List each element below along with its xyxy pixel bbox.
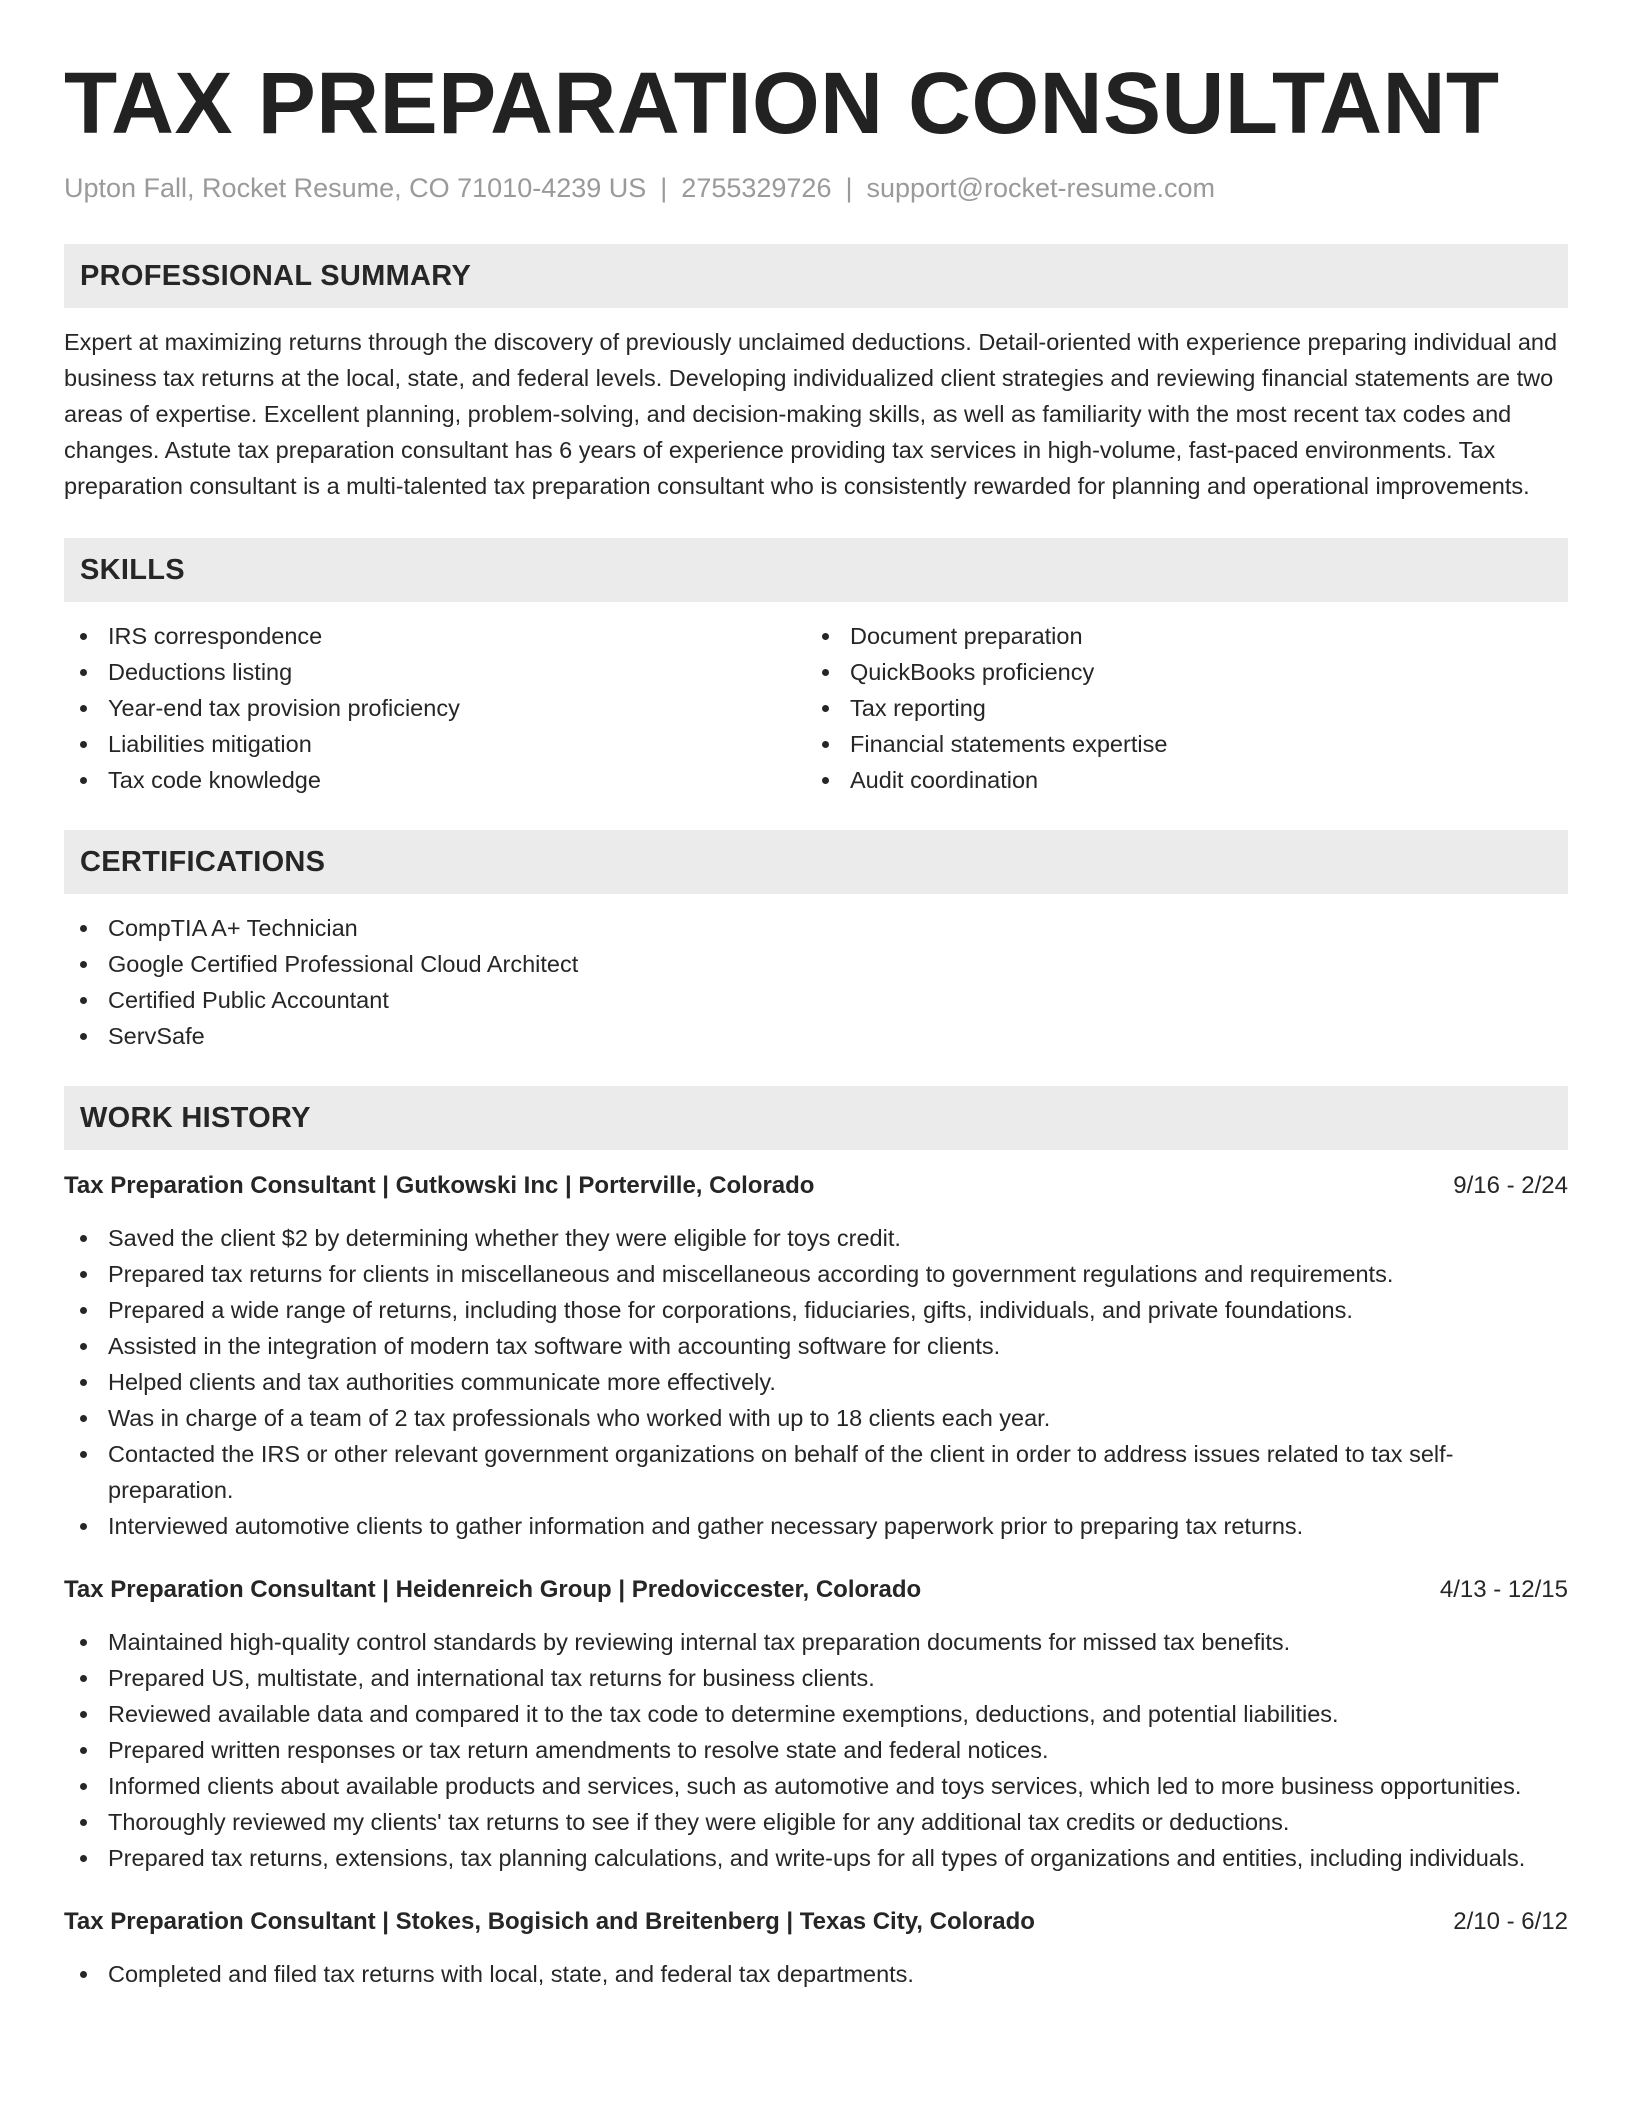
job-bullet: Prepared tax returns for clients in miscellaneous and miscellaneous according to government regulations and requirements. bbox=[64, 1256, 1568, 1292]
contact-line bbox=[64, 172, 1568, 204]
job-dates: 4/13 - 12/15 bbox=[1439, 1576, 1568, 1603]
skills-list-left bbox=[64, 618, 806, 798]
job-header bbox=[64, 1170, 1568, 1202]
job-bullet: Informed clients about available products and services, such as automotive and toys services, which led to more business opportunities. bbox=[64, 1768, 1568, 1804]
skills-heading: SKILLS bbox=[64, 538, 1568, 602]
job-bullet: Prepared written responses or tax return amendments to resolve state and federal notices. bbox=[64, 1732, 1568, 1768]
job-entry bbox=[64, 1574, 1568, 1876]
certification-item: CompTIA A+ Technician bbox=[64, 910, 1568, 946]
job-bullet: Prepared a wide range of returns, including those for corporations, fiduciaries, gifts, individuals, and private foundations. bbox=[64, 1292, 1568, 1328]
job-bullet: Helped clients and tax authorities communicate more effectively. bbox=[64, 1364, 1568, 1400]
job-title: Tax Preparation Consultant | Stokes, Bogisich and Breitenberg | Texas City, Colorado bbox=[64, 1908, 1035, 1935]
skill-item: Tax code knowledge bbox=[64, 762, 806, 798]
job-dates: 9/16 - 2/24 bbox=[1453, 1172, 1568, 1199]
skills-list-right bbox=[806, 618, 1548, 798]
job-bullets bbox=[64, 1220, 1568, 1544]
skills-grid bbox=[64, 618, 1568, 798]
skill-item: Deductions listing bbox=[64, 654, 806, 690]
job-title: Tax Preparation Consultant | Heidenreich Group | Predoviccester, Colorado bbox=[64, 1576, 922, 1603]
resume-page bbox=[64, 0, 1568, 1992]
skill-item: IRS correspondence bbox=[64, 618, 806, 654]
job-bullets bbox=[64, 1624, 1568, 1876]
job-header bbox=[64, 1574, 1568, 1606]
job-bullet: Contacted the IRS or other relevant government organizations on behalf of the client in order to address issues related to tax self-preparation. bbox=[64, 1436, 1568, 1508]
job-bullet: Maintained high-quality control standards by reviewing internal tax preparation documents for missed tax benefits. bbox=[64, 1624, 1568, 1660]
job-header bbox=[64, 1906, 1568, 1938]
summary-text: Expert at maximizing returns through the discovery of previously unclaimed deductions. Detail-oriented with experience preparing individual and business tax returns at the local, state, and federal levels. Developing individualized client strategies and reviewing financial statements are two areas of expertise. Excellent planning, problem-solving, and decision-making skills, as well as familiarity with the most recent tax codes and changes. Astute tax preparation consultant has 6 years of experience providing tax services in high-volume, fast-paced environments. Tax preparation consultant is a multi-talented tax preparation consultant who is consistently rewarded for planning and operational improvements. bbox=[64, 329, 1558, 499]
contact-phone: 2755329726 bbox=[681, 173, 832, 203]
contact-separator: | bbox=[845, 173, 853, 203]
job-bullet: Saved the client $2 by determining whether they were eligible for toys credit. bbox=[64, 1220, 1568, 1256]
skill-item: Document preparation bbox=[806, 618, 1548, 654]
contact-separator: | bbox=[660, 173, 668, 203]
contact-email: support@rocket-resume.com bbox=[866, 173, 1216, 203]
job-bullet: Completed and filed tax returns with local, state, and federal tax departments. bbox=[64, 1956, 1568, 1992]
certification-item: Certified Public Accountant bbox=[64, 982, 1568, 1018]
skill-item: QuickBooks proficiency bbox=[806, 654, 1548, 690]
job-bullet: Reviewed available data and compared it to the tax code to determine exemptions, deductions, and potential liabilities. bbox=[64, 1696, 1568, 1732]
job-dates: 2/10 - 6/12 bbox=[1453, 1908, 1568, 1935]
skill-item: Tax reporting bbox=[806, 690, 1548, 726]
contact-address: Upton Fall, Rocket Resume, CO 71010-4239 US bbox=[64, 173, 647, 203]
work-history-heading: WORK HISTORY bbox=[64, 1086, 1568, 1150]
job-bullet: Thoroughly reviewed my clients' tax returns to see if they were eligible for any additional tax credits or deductions. bbox=[64, 1804, 1568, 1840]
certification-item: ServSafe bbox=[64, 1018, 1568, 1054]
skill-item: Liabilities mitigation bbox=[64, 726, 806, 762]
job-bullet: Prepared tax returns, extensions, tax planning calculations, and write-ups for all types of organizations and entities, including individuals. bbox=[64, 1840, 1568, 1876]
job-bullet: Interviewed automotive clients to gather information and gather necessary paperwork prior to preparing tax returns. bbox=[64, 1508, 1568, 1544]
skill-item: Year-end tax provision proficiency bbox=[64, 690, 806, 726]
job-bullet: Assisted in the integration of modern tax software with accounting software for clients. bbox=[64, 1328, 1568, 1364]
job-entry bbox=[64, 1906, 1568, 1992]
resume-name: TAX PREPARATION CONSULTANT bbox=[64, 55, 1500, 152]
job-title: Tax Preparation Consultant | Gutkowski Inc | Porterville, Colorado bbox=[64, 1172, 815, 1199]
summary-heading: PROFESSIONAL SUMMARY bbox=[64, 244, 1568, 308]
job-bullet: Was in charge of a team of 2 tax professionals who worked with up to 18 clients each year. bbox=[64, 1400, 1568, 1436]
certifications-heading: CERTIFICATIONS bbox=[64, 830, 1568, 894]
skill-item: Financial statements expertise bbox=[806, 726, 1548, 762]
job-bullets bbox=[64, 1956, 1568, 1992]
job-bullet: Prepared US, multistate, and international tax returns for business clients. bbox=[64, 1660, 1568, 1696]
skill-item: Audit coordination bbox=[806, 762, 1548, 798]
job-entry bbox=[64, 1170, 1568, 1544]
certification-item: Google Certified Professional Cloud Architect bbox=[64, 946, 1568, 982]
certifications-list bbox=[64, 910, 1568, 1054]
